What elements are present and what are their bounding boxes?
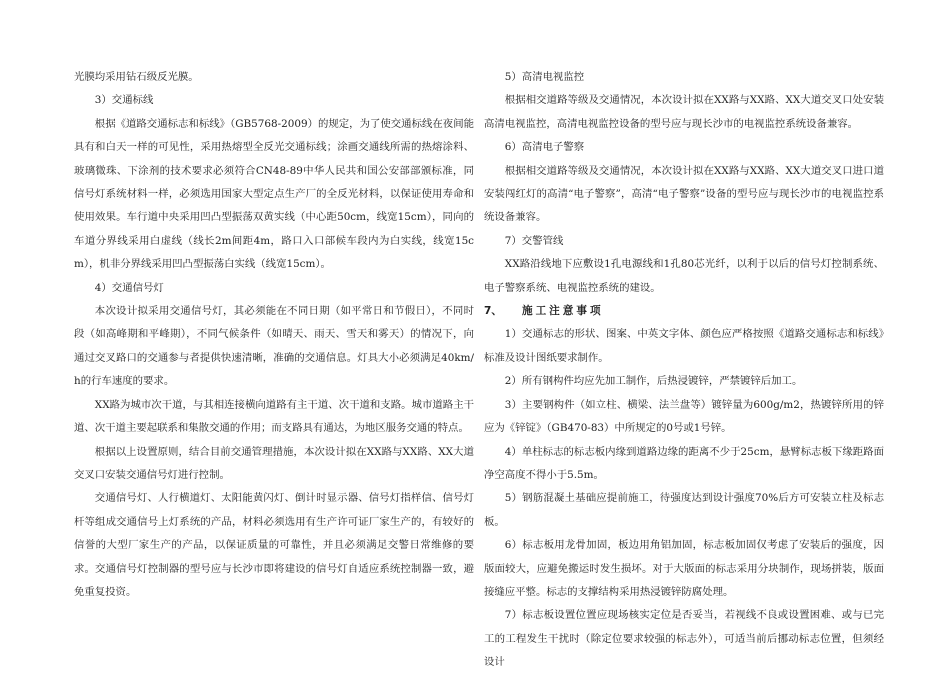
section-number: 7、: [484, 305, 502, 318]
paragraph-road-classification: XX路为城市次干道，与其相连接横向道路有主干道、次干道和支路。城市道路主干道、次干道主要起联系和集散交通的作用；而支路具有通达，为地区服务交通的特点。: [74, 398, 474, 435]
note-item-7: 7）标志板设置位置应现场核实定位是否妥当，若视线不良或设置困难、或与已完工的工程发生干扰时（除定位要求较强的标志外），可适当前后挪动标志位置，但须经设计: [484, 609, 884, 669]
paragraph-signal-products: 交通信号灯、人行横道灯、太阳能黄闪灯、倒计时显示器、信号灯指样信、信号灯杆等组成交通信号上灯系统的产品，材料必须选用有生产许可证厂家生产的，有较好的信誉的大型厂家生产的产品，以保证质量的可靠性，并且必须满足交警日常维修的要求。交通信号灯控制器的型号应与长沙市即将建设的信号灯自适应系统控制器一致，避免重复投资。: [74, 492, 474, 598]
note-item-4: 4）单柱标志的标志板内缘到道路边缘的距离不少于25cm，悬臂标志板下缘距路面净空高度不得小于5.5m。: [484, 445, 884, 481]
heading-police-conduit: 7）交警管线: [504, 234, 564, 247]
note-item-1: 1）交通标志的形状、图案、中英文字体、颜色应严格按照《道路交通标志和标线》标准及设计图纸要求制作。: [484, 328, 884, 364]
paragraph-police-conduit: XX路沿线地下应敷设1孔电源线和1孔80芯光纤，以利于以后的信号灯控制系统、电子警察系统、电视监控系统的建设。: [484, 258, 884, 294]
paragraph-traffic-marking: 根据《道路交通标志和标线》（GB5768-2009）的规定，为了使交通标线在夜间能具有和白天一样的可见性，采用热熔型全反光交通标线；涂画交通线所需的热熔涂料、玻璃微珠、下涂剂的技术要求必须符合CN48-89中华人民共和国公安部部颁标准，同信号灯系统材料一样，必须选用国家大型定点生产厂的全反光材料，以保证使用寿命和使用效果。车行道中央采用凹凸型振荡双黄实线（中心距50cm，线宽15cm），同向的车道分界线采用白虚线（线长2m间距4m，路口入口部候车段内为白实线，线宽15cm），机非分界线采用凹凸型振荡白实线（线宽15cm）。: [74, 117, 474, 271]
section-heading-construction-notes: [484, 300, 884, 323]
heading-hd-cctv: 5）高清电视监控: [504, 71, 585, 83]
paragraph-reflective-film: 光膜均采用钻石级反光膜。: [74, 71, 199, 83]
paragraph-signal-requirements: 本次设计拟采用交通信号灯，其必须能在不同日期（如平常日和节假日），不同时段（如高峰期和平峰期），不同气候条件（如晴天、雨天、雪天和雾天）的情况下，向通过交叉路口的交通参与者提供快速清晰，准确的交通信息。灯具大小必须满足40km/h的行车速度的要求。: [74, 305, 474, 388]
heading-traffic-marking: 3）交通标线: [94, 94, 154, 107]
note-item-5: 5）钢筋混凝土基础应提前施工，待强度达到设计强度70%后方可安装立柱及标志板。: [484, 492, 884, 528]
section-title: 施工注意事项: [522, 305, 604, 318]
right-column: [484, 66, 884, 675]
paragraph-hd-cctv: 根据相交道路等级及交通情况，本次设计拟在XX路与XX路、XX大道交叉口处安装高清电视监控，高清电视监控设备的型号应与现长沙市的电视监控系统设备兼容。: [484, 94, 884, 130]
heading-electronic-police: 6）高清电子警察: [504, 141, 585, 154]
note-item-6: 6）标志板用龙骨加固，板边用角铝加固，标志板加固仅考虑了安装后的强度，因版面较大，应避免搬运时发生损坏。对于大版面的标志采用分块制作，现场拼装，版面接缝应平整。标志的支撑结构采用热浸镀锌防腐处理。: [484, 539, 884, 598]
paragraph-electronic-police: 根据相交道路等级及交通情况，本次设计拟在XX路与XX路、XX大道交叉口进口道安装闯红灯的高清“电子警察”，高清“电子警察”设备的型号应与现长沙市的电视监控系统设备兼容。: [484, 164, 884, 224]
note-item-3: 3）主要钢构件（如立柱、横梁、法兰盘等）镀锌量为600g/m2，热镀锌所用的锌应为《锌锭》（GB470-83）中所规定的0号或1号锌。: [484, 398, 884, 435]
left-column: [74, 66, 474, 604]
note-item-2: 2）所有钢构件均应先加工制作，后热浸镀锌，严禁镀锌后加工。: [504, 375, 803, 388]
heading-traffic-signal: 4）交通信号灯: [94, 281, 164, 294]
paragraph-signal-plan: 根据以上设置原则，结合目前交通管理措施，本次设计拟在XX路与XX路、XX大道交叉口安装交通信号灯进行控制。: [74, 445, 474, 481]
